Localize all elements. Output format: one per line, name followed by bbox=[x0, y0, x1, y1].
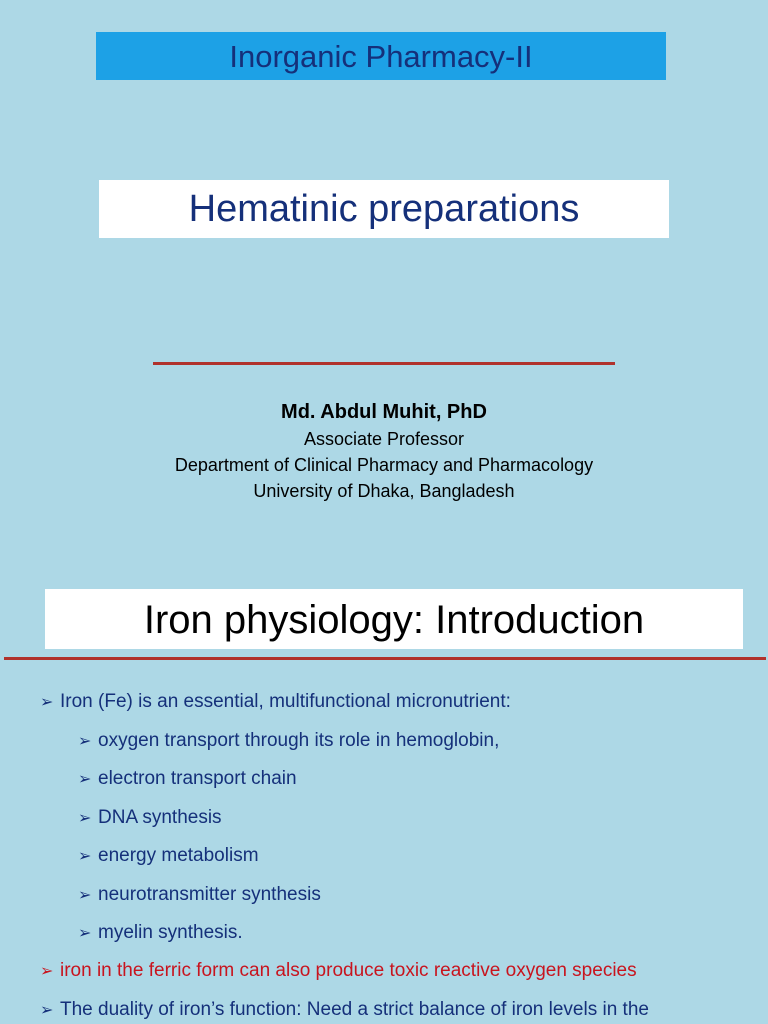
author-position: Associate Professor bbox=[303, 429, 465, 449]
arrow-bullet-icon: ➢ bbox=[40, 963, 54, 980]
bullet-text: neurotransmitter synthesis bbox=[98, 884, 321, 905]
sub-bullet-item bbox=[78, 921, 243, 946]
bullet-item bbox=[40, 998, 649, 1023]
arrow-bullet-icon: ➢ bbox=[78, 925, 92, 942]
arrow-bullet-icon: ➢ bbox=[78, 887, 92, 904]
bullet-text: myelin synthesis. bbox=[98, 922, 243, 943]
sub-bullet-item bbox=[78, 844, 259, 869]
arrow-bullet-icon: ➢ bbox=[78, 810, 92, 827]
sub-bullet-item bbox=[78, 729, 499, 754]
bullet-text: electron transport chain bbox=[98, 768, 297, 789]
bullet-text: DNA synthesis bbox=[98, 807, 222, 828]
course-title-banner: Inorganic Pharmacy-II bbox=[96, 32, 666, 80]
bullet-text: The duality of iron’s function: Need a strict balance of iron levels in the bbox=[60, 999, 649, 1020]
section-title: Iron physiology: Introduction bbox=[45, 589, 743, 649]
bullet-text: Iron (Fe) is an essential, multifunctional micronutrient: bbox=[60, 691, 511, 712]
bullet-text: energy metabolism bbox=[98, 845, 259, 866]
lecture-title: Hematinic preparations bbox=[99, 180, 669, 238]
arrow-bullet-icon: ➢ bbox=[40, 1002, 54, 1019]
bullet-text: oxygen transport through its role in hemoglobin, bbox=[98, 730, 500, 751]
bullet-item-warning bbox=[40, 959, 637, 984]
sub-bullet-item bbox=[78, 767, 297, 792]
author-block bbox=[0, 398, 768, 504]
sub-bullet-item bbox=[78, 806, 222, 831]
bullet-text: iron in the ferric form can also produce toxic reactive oxygen species bbox=[60, 960, 637, 981]
divider-line bbox=[153, 362, 615, 365]
arrow-bullet-icon: ➢ bbox=[78, 848, 92, 865]
sub-bullet-item bbox=[78, 883, 321, 908]
author-name: Md. Abdul Muhit, PhD bbox=[281, 401, 487, 423]
author-university: University of Dhaka, Bangladesh bbox=[253, 481, 515, 501]
arrow-bullet-icon: ➢ bbox=[40, 694, 54, 711]
arrow-bullet-icon: ➢ bbox=[78, 733, 92, 750]
bullet-item bbox=[40, 690, 511, 715]
section-divider-line bbox=[4, 657, 766, 660]
arrow-bullet-icon: ➢ bbox=[78, 771, 92, 788]
author-department: Department of Clinical Pharmacy and Pharmacology bbox=[174, 455, 594, 475]
